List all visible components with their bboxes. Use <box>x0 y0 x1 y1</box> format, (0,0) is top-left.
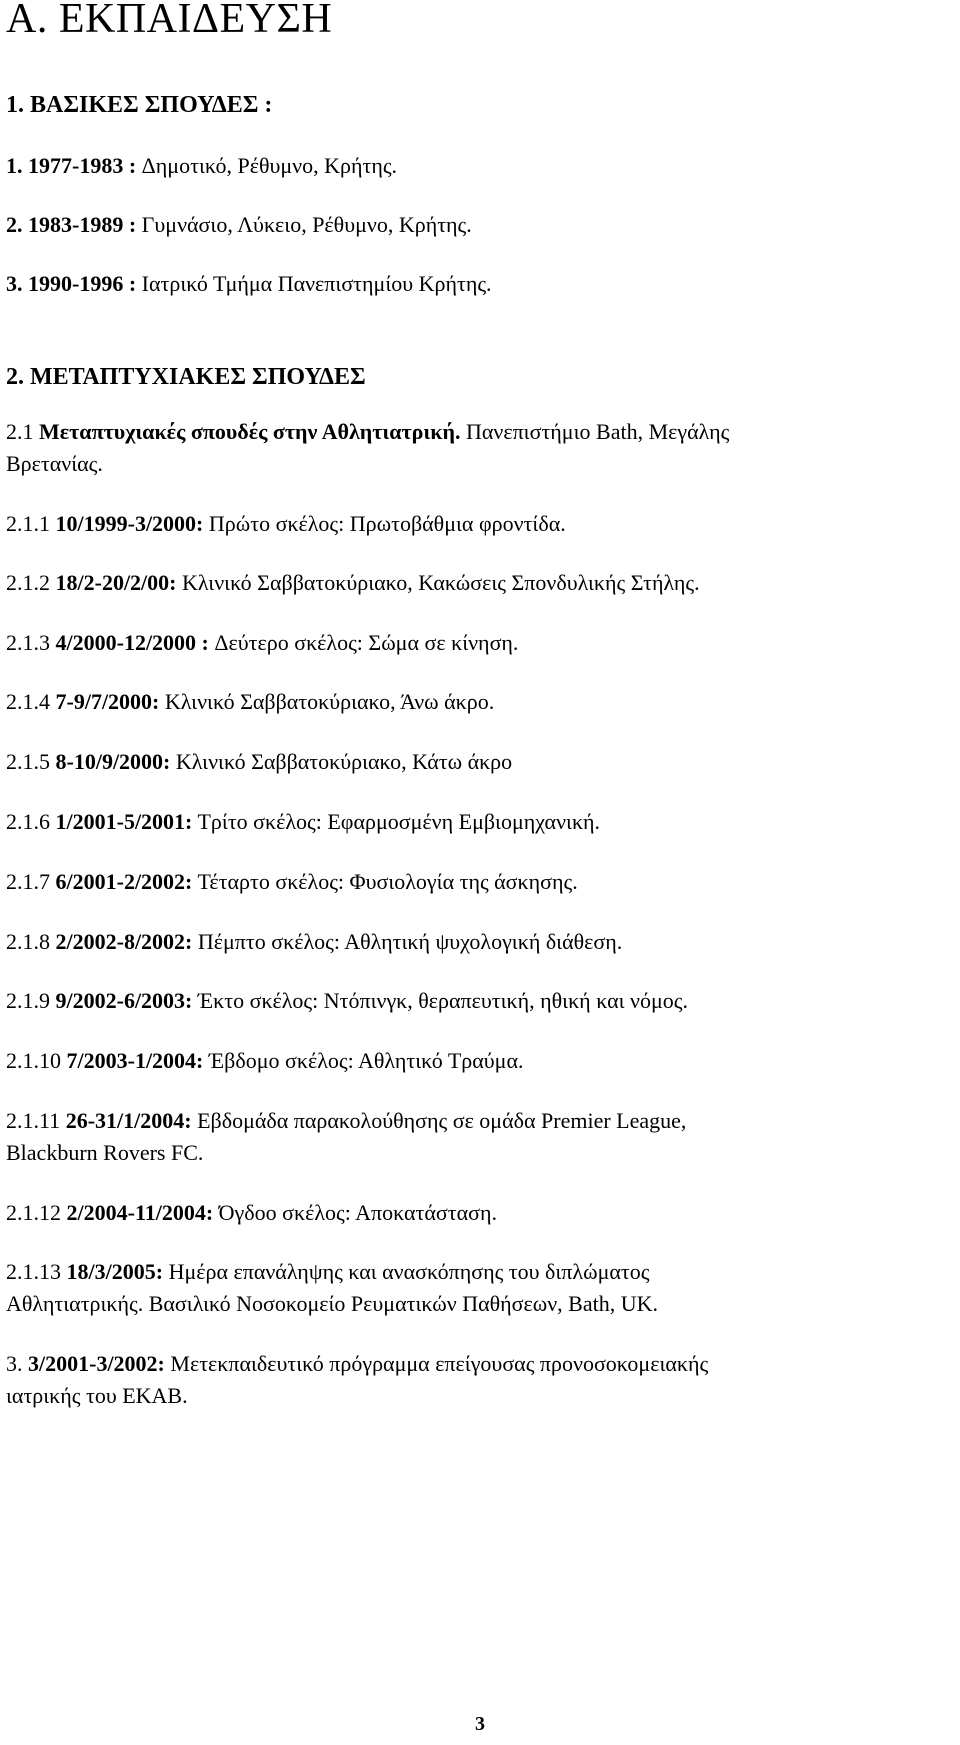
postgrad-item-2-1-10: 2.1.10 7/2003-1/2004: Έβδομο σκέλος: Αθλητικό Τραύμα. <box>6 1048 524 1073</box>
postgrad-item-2-1-13: 2.1.13 18/3/2005: Ημέρα επανάληψης και ανασκόπησης του διπλώματος <box>6 1259 650 1284</box>
postgrad-item-2-1-9: 2.1.9 9/2002-6/2003: Έκτο σκέλος: Ντόπινγκ, θεραπευτική, ηθική και νόμος. <box>6 988 688 1013</box>
section-heading-education: A. ΕΚΠΑΙΔΕΥΣΗ <box>6 0 333 42</box>
postgrad-item-2-1-12: 2.1.12 2/2004-11/2004: Όγδοο σκέλος: Αποκατάσταση. <box>6 1200 497 1225</box>
postgrad-intro-line-1: 2.1 Μεταπτυχιακές σπουδές στην Αθλητιατρική. Πανεπιστήμιο Bath, Μεγάλης <box>6 419 730 444</box>
postgrad-item-2-1-11-cont: Blackburn Rovers FC. <box>6 1140 204 1165</box>
postgrad-item-2-1-5: 2.1.5 8-10/9/2000: Κλινικό Σαββατοκύριακο, Κάτω άκρο <box>6 749 513 774</box>
postgrad-item-2-1-13-cont: Αθλητιατρικής. Βασιλικό Νοσοκομείο Ρευματικών Παθήσεων, Bath, UK. <box>6 1291 659 1316</box>
training-item-3-cont: ιατρικής του ΕΚΑΒ. <box>6 1383 188 1408</box>
postgrad-item-2-1-7: 2.1.7 6/2001-2/2002: Τέταρτο σκέλος: Φυσιολογία της άσκησης. <box>6 869 578 894</box>
postgrad-item-2-1-11: 2.1.11 26-31/1/2004: Εβδομάδα παρακολούθησης σε ομάδα Premier League, <box>6 1108 687 1133</box>
basic-study-item-1: 1. 1977-1983 : Δημοτικό, Ρέθυμνο, Κρήτης. <box>6 153 398 178</box>
basic-study-item-2: 2. 1983-1989 : Γυμνάσιο, Λύκειο, Ρέθυμνο, Κρήτης. <box>6 212 472 237</box>
postgrad-item-2-1-6: 2.1.6 1/2001-5/2001: Τρίτο σκέλος: Εφαρμοσμένη Εμβιομηχανική. <box>6 809 601 834</box>
postgrad-studies-heading: 2. ΜΕΤΑΠΤΥΧΙΑΚΕΣ ΣΠΟΥΔΕΣ <box>6 364 366 390</box>
basic-study-item-3: 3. 1990-1996 : Ιατρικό Τμήμα Πανεπιστημίου Κρήτης. <box>6 271 492 296</box>
postgrad-item-2-1-4: 2.1.4 7-9/7/2000: Κλινικό Σαββατοκύριακο, Άνω άκρο. <box>6 689 495 714</box>
postgrad-item-2-1-8: 2.1.8 2/2002-8/2002: Πέμπτο σκέλος: Αθλητική ψυχολογική διάθεση. <box>6 929 623 954</box>
postgrad-item-2-1-2: 2.1.2 18/2-20/2/00: Κλινικό Σαββατοκύριακο, Κακώσεις Σπονδυλικής Στήλης. <box>6 570 700 595</box>
postgrad-item-2-1-1: 2.1.1 10/1999-3/2000: Πρώτο σκέλος: Πρωτοβάθμια φροντίδα. <box>6 511 566 536</box>
page-number: 3 <box>475 1713 485 1735</box>
basic-studies-heading: 1. ΒΑΣΙΚΕΣ ΣΠΟΥΔΕΣ : <box>6 92 273 118</box>
training-item-3: 3. 3/2001-3/2002: Μετεκπαιδευτικό πρόγραμμα επείγουσας προνοσοκομειακής <box>6 1351 709 1376</box>
postgrad-intro-line-2: Βρετανίας. <box>6 451 103 476</box>
postgrad-item-2-1-3: 2.1.3 4/2000-12/2000 : Δεύτερο σκέλος: Σώμα σε κίνηση. <box>6 630 519 655</box>
